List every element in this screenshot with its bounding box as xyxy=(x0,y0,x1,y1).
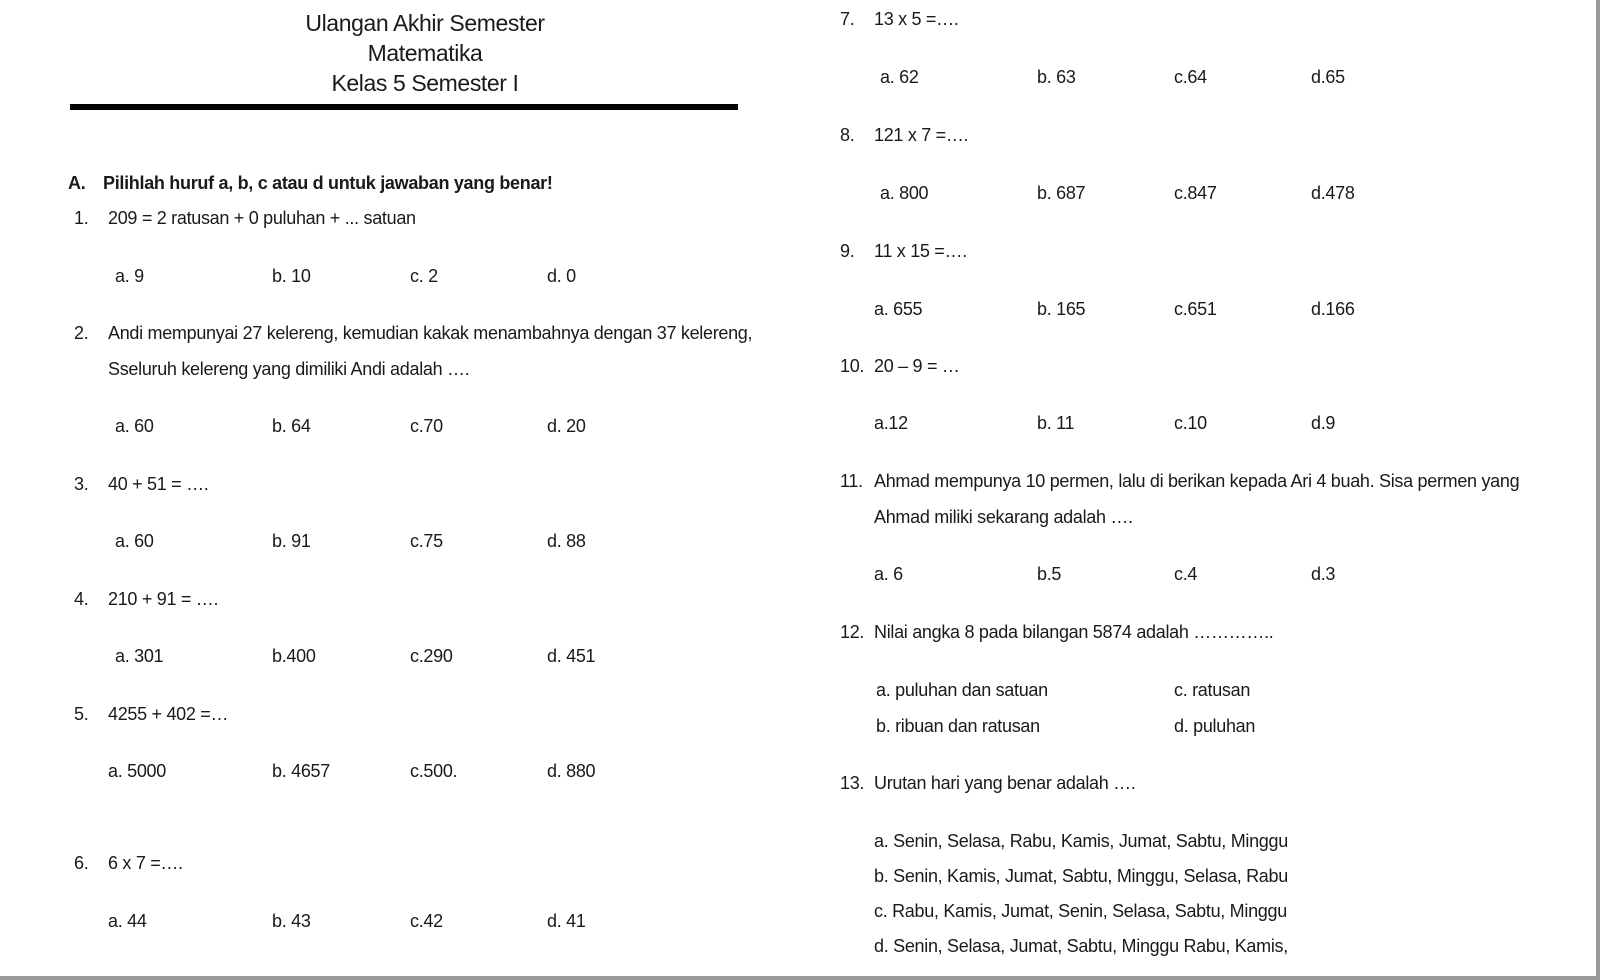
option-a: a.12 xyxy=(874,413,908,433)
question-number: 3. xyxy=(74,474,89,494)
question-number: 5. xyxy=(74,704,89,724)
option-d: d. puluhan xyxy=(1174,716,1256,736)
option-b: b.400 xyxy=(272,646,316,666)
option-c: c.500. xyxy=(410,761,458,781)
question-number: 2. xyxy=(74,323,89,343)
question-text: 210 + 91 = …. xyxy=(108,589,219,609)
option-a: a. puluhan dan satuan xyxy=(876,680,1048,700)
option-d: d.478 xyxy=(1311,183,1355,203)
option-c: c.290 xyxy=(410,646,453,666)
option-a: a. 9 xyxy=(115,266,144,286)
question-text: 11 x 15 =…. xyxy=(874,241,967,261)
question-text: 121 x 7 =…. xyxy=(874,125,969,145)
section-letter: A. xyxy=(68,173,86,193)
option-a: a. 60 xyxy=(115,531,154,551)
question-number: 11. xyxy=(840,471,863,491)
option-c: c.70 xyxy=(410,416,443,436)
option-c: c.75 xyxy=(410,531,443,551)
option-b: b. ribuan dan ratusan xyxy=(876,716,1040,736)
question-text: 40 + 51 = …. xyxy=(108,474,209,494)
option-d: d. 88 xyxy=(547,531,586,551)
option-c: c.10 xyxy=(1174,413,1207,433)
exam-subject: Matematika xyxy=(367,40,483,66)
option-c: c.847 xyxy=(1174,183,1217,203)
question-text: Urutan hari yang benar adalah …. xyxy=(874,773,1136,793)
question-number: 13. xyxy=(840,773,865,793)
question-text: Ahmad mempunya 10 permen, lalu di berikan kepada Ari 4 buah. Sisa permen yang xyxy=(874,471,1520,491)
option-d: d. 880 xyxy=(547,761,596,781)
option-b: b. 64 xyxy=(272,416,311,436)
question-text: Nilai angka 8 pada bilangan 5874 adalah ………….. xyxy=(874,622,1274,642)
question-text: 20 – 9 = … xyxy=(874,356,960,376)
option-c: c. Rabu, Kamis, Jumat, Senin, Selasa, Sabtu, Minggu xyxy=(874,901,1287,921)
option-d: d.3 xyxy=(1311,564,1336,584)
option-a: a. 655 xyxy=(874,299,923,319)
option-c: c. 2 xyxy=(410,266,438,286)
option-c: c. ratusan xyxy=(1174,680,1251,700)
exam-grade: Kelas 5 Semester I xyxy=(331,70,519,96)
option-a: a. 60 xyxy=(115,416,154,436)
option-d: d. 41 xyxy=(547,911,586,931)
section-instruction: Pilihlah huruf a, b, c atau d untuk jawaban yang benar! xyxy=(103,173,553,193)
option-d: d.166 xyxy=(1311,299,1355,319)
option-b: b. 165 xyxy=(1037,299,1086,319)
question-number: 6. xyxy=(74,853,89,873)
question-text: 4255 + 402 =… xyxy=(108,704,229,724)
option-c: c.651 xyxy=(1174,299,1217,319)
question-text: 209 = 2 ratusan + 0 puluhan + ... satuan xyxy=(108,208,416,228)
option-b: b. 43 xyxy=(272,911,311,931)
option-c: c.42 xyxy=(410,911,443,931)
question-text: Andi mempunyai 27 kelereng, kemudian kakak menambahnya dengan 37 kelereng, xyxy=(108,323,753,343)
question-number: 9. xyxy=(840,241,855,261)
option-b: b. 4657 xyxy=(272,761,330,781)
option-b: b. 91 xyxy=(272,531,311,551)
option-d: d.9 xyxy=(1311,413,1336,433)
option-a: a. 301 xyxy=(115,646,164,666)
question-text: 13 x 5 =…. xyxy=(874,9,959,29)
option-a: a. 62 xyxy=(880,67,919,87)
title-rule xyxy=(70,104,738,110)
option-a: a. Senin, Selasa, Rabu, Kamis, Jumat, Sabtu, Minggu xyxy=(874,831,1288,851)
question-number: 10. xyxy=(840,356,865,376)
option-c: c.64 xyxy=(1174,67,1207,87)
question-text: Sseluruh kelereng yang dimiliki Andi adalah …. xyxy=(108,359,470,379)
option-a: a. 800 xyxy=(880,183,929,203)
option-a: a. 5000 xyxy=(108,761,166,781)
option-b: b. 63 xyxy=(1037,67,1076,87)
question-number: 4. xyxy=(74,589,89,609)
option-d: d. 20 xyxy=(547,416,586,436)
question-number: 1. xyxy=(74,208,89,228)
option-b: b. 11 xyxy=(1037,413,1075,433)
option-b: b.5 xyxy=(1037,564,1062,584)
option-b: b. Senin, Kamis, Jumat, Sabtu, Minggu, Selasa, Rabu xyxy=(874,866,1288,886)
option-a: a. 44 xyxy=(108,911,147,931)
question-number: 12. xyxy=(840,622,865,642)
exam-title: Ulangan Akhir Semester xyxy=(305,10,545,36)
option-d: d. Senin, Selasa, Jumat, Sabtu, Minggu Rabu, Kamis, xyxy=(874,936,1288,956)
option-d: d. 451 xyxy=(547,646,596,666)
question-text: Ahmad miliki sekarang adalah …. xyxy=(874,507,1133,527)
question-number: 8. xyxy=(840,125,855,145)
question-text: 6 x 7 =…. xyxy=(108,853,183,873)
option-b: b. 687 xyxy=(1037,183,1086,203)
option-b: b. 10 xyxy=(272,266,311,286)
option-a: a. 6 xyxy=(874,564,903,584)
question-number: 7. xyxy=(840,9,855,29)
option-c: c.4 xyxy=(1174,564,1198,584)
option-d: d.65 xyxy=(1311,67,1345,87)
option-d: d. 0 xyxy=(547,266,576,286)
